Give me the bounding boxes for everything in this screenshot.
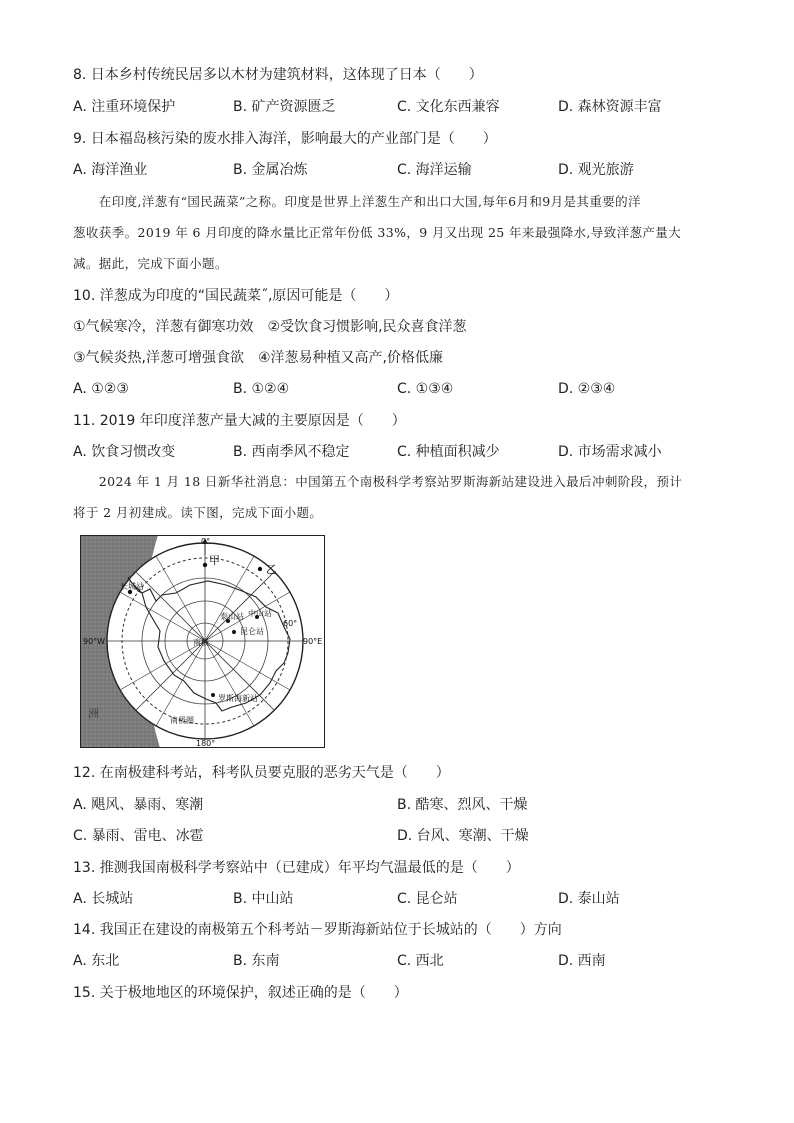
q10-option-c: C. ①③④ bbox=[397, 381, 454, 397]
q12-option-b: B. 酷寒、烈风、干燥 bbox=[397, 797, 528, 813]
label-taishan: 泰山站 bbox=[220, 612, 244, 621]
label-0: 0° bbox=[201, 537, 211, 546]
q12-option-a: A. 飓风、暴雨、寒潮 bbox=[73, 797, 204, 813]
point-luosi bbox=[211, 693, 215, 697]
q12-option-d: D. 台风、寒潮、干燥 bbox=[397, 828, 529, 844]
antarctica-map bbox=[80, 535, 325, 748]
label-zhongshan: 中山站 bbox=[248, 609, 272, 618]
q14-option-d: D. 西南 bbox=[558, 953, 606, 969]
q10-items-2: ③气候炎热,洋葱可增强食欲 ④洋葱易种植又高产,价格低廉 bbox=[73, 350, 444, 366]
q10-items-1: ①气候寒冷，洋葱有御寒功效 ②受饮食习惯影响,民众喜食洋葱 bbox=[73, 319, 467, 335]
q8-option-b: B. 矿产资源匮乏 bbox=[233, 99, 336, 115]
passage-antarctic-line2: 将于 2 月初建成。读下图，完成下面小题。 bbox=[73, 505, 323, 520]
q12-option-c: C. 暴雨、雷电、冰雹 bbox=[73, 828, 204, 844]
label-nanji: 南极 bbox=[193, 638, 209, 647]
label-jia: 甲 bbox=[209, 554, 220, 567]
q14-stem: 14. 我国正在建设的南极第五个科考站－罗斯海新站位于长城站的（ ）方向 bbox=[73, 922, 562, 938]
passage-onion-line3: 减。据此，完成下面小题。 bbox=[73, 256, 228, 271]
label-90e: 90°E bbox=[303, 637, 323, 646]
label-180: 180° bbox=[196, 739, 216, 748]
label-yi: 乙 bbox=[266, 563, 277, 576]
q14-option-c: C. 西北 bbox=[397, 953, 444, 969]
q13-option-b: B. 中山站 bbox=[233, 891, 294, 907]
point-yi bbox=[258, 567, 262, 571]
label-changcheng: 长城站 bbox=[120, 582, 144, 591]
label-antarctic-circle: 南极圈 bbox=[170, 716, 194, 725]
q8-option-c: C. 文化东西兼容 bbox=[397, 99, 500, 115]
q13-option-c: C. 昆仑站 bbox=[397, 891, 458, 907]
q9-option-c: C. 海洋运输 bbox=[397, 162, 472, 178]
q10-stem: 10. 洋葱成为印度的“国民蔬菜˝,原因可能是（ ） bbox=[73, 288, 399, 304]
point-jia bbox=[203, 563, 207, 567]
q11-option-c: C. 种植面积减少 bbox=[397, 444, 500, 460]
label-kunlun: 昆仑站 bbox=[240, 627, 264, 636]
q13-option-d: D. 泰山站 bbox=[558, 891, 620, 907]
q13-option-a: A. 长城站 bbox=[73, 891, 134, 907]
q8-option-d: D. 森林资源丰富 bbox=[558, 99, 662, 115]
q10-option-a: A. ①②③ bbox=[73, 381, 129, 397]
q9-option-b: B. 金属冶炼 bbox=[233, 162, 308, 178]
q13-stem: 13. 推测我国南极科学考察站中（已建成）年平均气温最低的是（ ） bbox=[73, 860, 520, 876]
q10-option-b: B. ①②④ bbox=[233, 381, 290, 397]
q11-stem: 11. 2019 年印度洋葱产量大减的主要原因是（ ） bbox=[73, 413, 406, 429]
passage-antarctic bbox=[73, 472, 723, 534]
q14-option-b: B. 东南 bbox=[233, 953, 280, 969]
passage-antarctic-line1: 2024 年 1 月 18 日新华社消息：中国第五个南极科学考察站罗斯海新站建设进入最后冲刺阶段，预计 bbox=[73, 474, 683, 489]
q11-option-a: A. 饮食习惯改变 bbox=[73, 444, 176, 460]
q15-stem: 15. 关于极地地区的环境保护，叙述正确的是（ ） bbox=[73, 985, 408, 1001]
q8-option-a: A. 注重环境保护 bbox=[73, 99, 176, 115]
q9-option-d: D. 观光旅游 bbox=[558, 162, 634, 178]
label-60: 60° bbox=[283, 619, 298, 628]
q11-option-d: D. 市场需求减小 bbox=[558, 444, 662, 460]
label-luosi: 罗斯海新站 bbox=[218, 694, 258, 703]
q8-stem: 8. 日本乡村传统民居多以木材为建筑材料，这体现了日本（ ） bbox=[73, 67, 483, 83]
label-90w: 90°W bbox=[83, 637, 106, 646]
q10-option-d: D. ②③④ bbox=[558, 381, 616, 397]
passage-onion bbox=[73, 192, 723, 285]
point-kunlun bbox=[232, 630, 236, 634]
passage-onion-line1: 在印度,洋葱有“国民蔬菜”之称。印度是世界上洋葱生产和出口大国,每年6月和9月是其重要的洋 bbox=[73, 194, 641, 209]
label-zhou: 洲 bbox=[88, 707, 99, 720]
q11-option-b: B. 西南季风不稳定 bbox=[233, 444, 350, 460]
q12-stem: 12. 在南极建科考站，科考队员要克服的恶劣天气是（ ） bbox=[73, 765, 450, 781]
q14-option-a: A. 东北 bbox=[73, 953, 120, 969]
passage-onion-line2: 葱收获季。2019 年 6 月印度的降水量比正常年份低 33%，9 月又出现 25 年来最强降水,导致洋葱产量大 bbox=[73, 225, 682, 240]
q9-option-a: A. 海洋渔业 bbox=[73, 162, 148, 178]
q9-stem: 9. 日本福岛核污染的废水排入海洋，影响最大的产业部门是（ ） bbox=[73, 131, 497, 147]
